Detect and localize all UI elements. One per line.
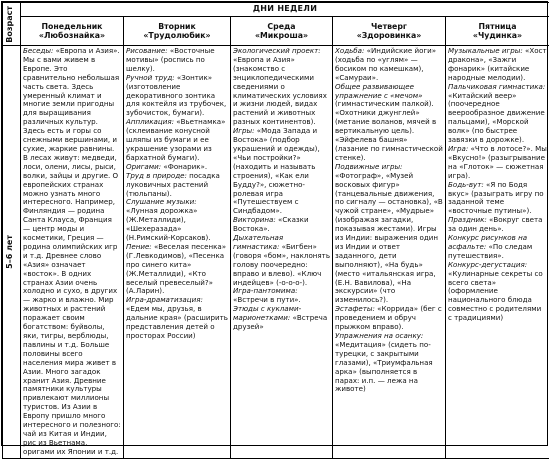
day-header	[21, 17, 124, 46]
day-names-row	[3, 17, 549, 46]
activity-text: «Европа и Азия». Мы с вами живем в Европе. Это сравнительно небольшая часть света. Здесь умеренный климат и многие земли пригодны для выращивания различных культур. Здесь есть и горы со снежными вершинами, и сухие, жаркие равнины. В лесах живут: медведи, лоси, олени, лисы, рыси, волки, зайцы и другие. О европейских странах можно узнать много интересного. Например, Финляндия — родина Санта Клауса, Франция — центр моды и косметики, Греция — родина олимпийских игр и т.д. Древнее слово «Азия» означает «восток». В одних странах Азии очень холодно и сухо, в других — жарко и влажно. Мир животных и растений поражает своим богатством: буйволы, яки, тигры, верблюды, павлины и т.д. Больше половины всего населения мира живет в Азии. Много загадок хранит Азия. Древние памятники культуры привлекают миллионы туристов. Из Азии в Европу пришло много интересного и полезного: чай из Китая и Индии, рис из Вьетнама, оригами их Японии и т.д.	[23, 46, 121, 456]
activity-text: «Вьетнамка» (склеивание конусной шляпы из бумаги и ее украшение узорами из бархатной бумаги).	[126, 117, 225, 162]
day-subtitle: «Любознайка»	[23, 31, 121, 40]
activity-text: «Кулинарные секреты со всего света» (оформление национального блюда совместно с родителями с традициями)	[448, 269, 543, 323]
day-subtitle: «Здоровинка»	[335, 31, 443, 40]
day-subtitle: «Чудинка»	[448, 31, 547, 40]
age-header: Возраст	[5, 6, 14, 43]
activity-label: Этюды с куклами-марионетками:	[233, 304, 301, 322]
activity-label: Праздник:	[448, 215, 487, 224]
activity-label: Ходьба:	[335, 46, 364, 55]
day-content-cell	[124, 46, 231, 459]
activity-text: «Зонтик» (изготовление декоративного зонтика для коктейля из трубочек, зубочисток, бумаги).	[126, 73, 226, 118]
activity-label: Бодь-вут:	[448, 180, 484, 189]
day-content-cell	[446, 46, 549, 459]
activity-label: Пальчиковая гимнастика:	[448, 82, 545, 91]
day-header	[446, 17, 549, 46]
schedule-page	[1, 1, 548, 446]
activity-text: «Восточные мотивы» (роспись по шелку).	[126, 46, 215, 73]
activity-text: (гимнастическим палкой).	[335, 99, 434, 108]
day-header	[124, 17, 231, 46]
activity-text: «Охотники джунглей» (метание воланов, мячей в вертикальную цель). «Эйфелева башня» (лазание по гимнастической стенке).	[335, 108, 443, 162]
content-row	[3, 46, 549, 459]
day-name: Среда	[233, 22, 330, 31]
activity-label: Викторина:	[233, 215, 276, 224]
age-cell	[3, 46, 21, 459]
activity-label: Подвижные игры:	[335, 162, 402, 171]
activity-text: «Индийские йоги» (ходьба по «углям» — босиком по камешкам), «Самураи».	[335, 46, 436, 82]
activity-text: «Сказки Востока».	[233, 215, 309, 233]
day-content-cell	[231, 46, 333, 459]
activity-text: «Что в лотосе?». Мы «Вкусно!» (разыгрывание на «Глоток» — сюжетная игра).	[448, 144, 547, 180]
age-label: 5–6 лет	[5, 235, 14, 269]
activity-text: «Фотограф», «Музей восковых фигур» (танцевальные движения, по сигналу — остановка), «В чужой стране», «Мудрые» (изображая загадки, показывая жестами). Игры из Индии: выражения один из Индии и ответ заданного, дети выполняют), «На будь» (место «итальянская игра, (Е.Н. Вавилова), «На экскурсии» (что изменилось?).	[335, 171, 443, 305]
activity-text: «Едем мы, друзья, в дальние края» (расширить представления детей о просторах России)	[126, 304, 228, 340]
activity-label: Труд в природе:	[126, 171, 187, 180]
activity-text: «Коррида» (бег с проведением и обруч прыжком вправо).	[335, 304, 442, 331]
activity-text: «Европа и Азия» (знакомство с энциклопедическими сведениями о климатических условиях и жизни людей, видах растений и животных разных континентов).	[233, 55, 327, 126]
activity-label: Ручной труд:	[126, 73, 175, 82]
days-header: ДНИ НЕДЕЛИ	[21, 3, 549, 17]
week-table	[2, 2, 549, 459]
activity-label: Конкурс рисунков на асфальте:	[448, 233, 527, 251]
activity-text: посадка луковичных растений (тюльпаны).	[126, 171, 220, 198]
activity-text: «По следам путешествия».	[448, 242, 532, 260]
activity-label: Игра-пантомима:	[233, 286, 298, 295]
activity-label: Экологический проект:	[233, 46, 321, 55]
activity-text: «Веселая песенка» (Г.Левкодимов), «Песенка про синего кита» (Ж.Металлиди), «Кто веселый превеселый?» (А.Ларин).	[126, 242, 226, 296]
activity-label: Пение:	[126, 242, 152, 251]
age-header-cell	[3, 3, 21, 46]
activity-label: Упражнения на осанку:	[335, 331, 423, 340]
activity-text: «Медитация» (сидеть по-турецки, с закрытыми глазами), «Триумфальная арка» (выполняется в парах: и.п. — лежа на животе)	[335, 340, 433, 394]
activity-label: Общее развивающее упражнение с «мечом»	[335, 82, 422, 100]
activity-label: Оригами:	[126, 162, 161, 171]
activity-text: «Встречи в пути».	[233, 295, 301, 304]
activity-text: «Мода Запада и Востока» (подбор украшений и одежды), «Чьи постройки?» (находить и называть строения), «Как ели Будду?», сюжетно-ролевая игра «Путешествуем с Синдбадом».	[233, 126, 320, 215]
activity-text: «Я по Бодя вкус» (разыграть игру по заданной теме «восточные путины»).	[448, 180, 544, 216]
day-content-cell	[21, 46, 124, 459]
activity-text: «Китайский веер» (поочередное веерообразное движение пальцами), «Морской волк» (по быстрее завязки в дорожке).	[448, 91, 545, 145]
day-name: Четверг	[335, 22, 443, 31]
activity-label: Эстафеты:	[335, 304, 375, 313]
day-content-cell	[333, 46, 446, 459]
activity-label: Слушание музыки:	[126, 197, 197, 206]
activity-label: Конкурс-дегустация:	[448, 260, 527, 269]
day-name: Вторник	[126, 22, 228, 31]
activity-label: Аппликация:	[126, 117, 174, 126]
day-subtitle: «Микроша»	[233, 31, 330, 40]
activity-label: Беседы:	[23, 46, 53, 55]
activity-label: Игры:	[233, 126, 255, 135]
activity-label: Игра:	[448, 144, 468, 153]
activity-text: «Хост дракона», «Зажги фонарик» (китайские народные мелодии).	[448, 46, 547, 82]
activity-text: «Фонарик».	[161, 162, 207, 171]
activity-text: «Вокруг света за один день».	[448, 215, 543, 233]
day-name: Пятница	[448, 22, 547, 31]
activity-label: Рисование:	[126, 46, 168, 55]
activity-text: «Встреча друзей»	[233, 313, 327, 331]
day-name: Понедельник	[23, 22, 121, 31]
activity-text: «Лунная дорожка» (Ж.Металлиди), «Шехеразада» (Н.Римский-Корсаков).	[126, 206, 211, 242]
activity-label: Игра-драматизация:	[126, 295, 203, 304]
activity-text: «Бигбен» (говоря «бом», наклонять голову поочередно: вправо и влево). «Ключ индейцев» (-о-о-о-).	[233, 242, 330, 287]
day-header	[333, 17, 446, 46]
day-header	[231, 17, 333, 46]
activity-label: Музыкальные игры:	[448, 46, 523, 55]
day-subtitle: «Трудолюбик»	[126, 31, 228, 40]
activity-label: Дыхательная гимнастика:	[233, 233, 283, 251]
